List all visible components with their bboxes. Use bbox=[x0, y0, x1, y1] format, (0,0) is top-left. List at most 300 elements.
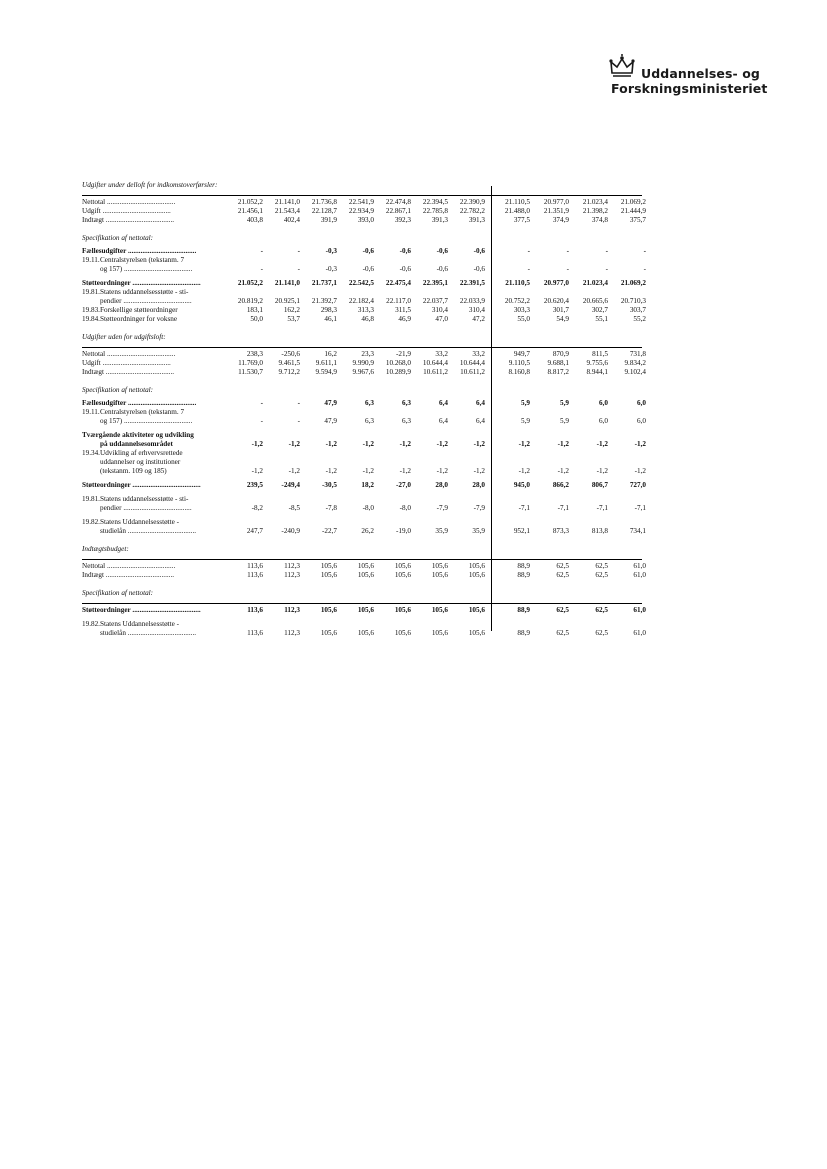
table-cell: 33,2 bbox=[435, 350, 448, 358]
table-row bbox=[82, 518, 646, 536]
table-cell: 9.461,5 bbox=[278, 359, 300, 367]
table-cell: 6,0 bbox=[637, 399, 646, 407]
table-cell: 28,0 bbox=[472, 481, 485, 489]
table-cell: 21.110,5 bbox=[505, 198, 530, 206]
table-row bbox=[82, 368, 646, 377]
table-cell: 5,9 bbox=[521, 417, 530, 425]
logo-line-2: Forskningsministeriet bbox=[611, 81, 768, 96]
rule-line bbox=[82, 195, 642, 196]
table-cell: 105,6 bbox=[357, 629, 374, 637]
account-code: 19.84. bbox=[82, 315, 100, 323]
table-cell: 61,0 bbox=[633, 606, 646, 614]
table-cell: - bbox=[527, 265, 530, 273]
table-row bbox=[82, 315, 646, 324]
table-cell: 105,6 bbox=[468, 571, 485, 579]
table-cell: 105,6 bbox=[320, 562, 337, 570]
table-cell: -30,5 bbox=[322, 481, 337, 489]
table-cell: -22,7 bbox=[322, 527, 337, 535]
table-cell: 35,9 bbox=[435, 527, 448, 535]
table-cell: - bbox=[260, 265, 263, 273]
table-cell: 9.594,9 bbox=[315, 368, 337, 376]
table-cell: 811,5 bbox=[592, 350, 608, 358]
table-cell: 22.037,7 bbox=[422, 297, 448, 305]
row-label-text: Centralstyrelsen (tekstanm. 7 bbox=[100, 408, 185, 416]
table-cell: -1,2 bbox=[325, 440, 337, 448]
table-cell: 21.023,4 bbox=[582, 279, 608, 287]
table-cell: -7,1 bbox=[596, 504, 608, 512]
row-label bbox=[82, 207, 227, 216]
table-cell: 10.644,4 bbox=[459, 359, 485, 367]
table-row bbox=[82, 606, 646, 615]
table-cell: 6,3 bbox=[402, 399, 411, 407]
table-row bbox=[82, 256, 646, 274]
table-cell: 105,6 bbox=[357, 562, 374, 570]
table-cell: 105,6 bbox=[394, 606, 411, 614]
table-cell: 21.052,2 bbox=[237, 279, 263, 287]
table-cell: -0,6 bbox=[362, 265, 374, 273]
table-cell: 6,4 bbox=[439, 399, 448, 407]
table-cell: 47,0 bbox=[435, 315, 448, 323]
table-cell: 10.611,2 bbox=[423, 368, 448, 376]
table-row bbox=[82, 408, 646, 426]
table-cell: 62,5 bbox=[556, 562, 569, 570]
row-label-text: Forskellige støtteordninger bbox=[100, 306, 178, 314]
account-code: 19.83. bbox=[82, 306, 100, 314]
section-title: Specifikation af nettotal: bbox=[82, 386, 154, 394]
table-cell: 55,1 bbox=[595, 315, 608, 323]
table-cell: -7,1 bbox=[557, 504, 569, 512]
table-cell: 88,9 bbox=[517, 606, 530, 614]
row-label-text: Statens Uddannelsesstøtte - bbox=[100, 518, 180, 526]
table-cell: - bbox=[297, 417, 300, 425]
table-cell: 6,0 bbox=[599, 417, 608, 425]
table-cell: 183,1 bbox=[246, 306, 263, 314]
table-cell: 55,2 bbox=[633, 315, 646, 323]
row-label bbox=[82, 359, 227, 368]
table-cell: 10.644,4 bbox=[422, 359, 448, 367]
table-cell: 303,7 bbox=[629, 306, 646, 314]
table-cell: 6,0 bbox=[599, 399, 608, 407]
row-label bbox=[82, 606, 227, 615]
table-row bbox=[82, 495, 646, 513]
account-code: 19.82. bbox=[82, 518, 100, 526]
row-label bbox=[82, 288, 227, 306]
table-cell: 310,4 bbox=[468, 306, 485, 314]
table-cell: -27,0 bbox=[396, 481, 411, 489]
table-cell: -1,2 bbox=[634, 440, 646, 448]
table-cell: - bbox=[527, 247, 530, 255]
table-cell: 21.052,2 bbox=[237, 198, 263, 206]
row-label-text: Nettotal bbox=[82, 562, 106, 570]
table-row bbox=[82, 562, 646, 571]
table-cell: 162,2 bbox=[283, 306, 300, 314]
row-label-text: Indtægt bbox=[82, 571, 104, 579]
row-label-text: pendier bbox=[100, 297, 122, 305]
table-cell: -1,2 bbox=[325, 467, 337, 475]
table-cell: -1,2 bbox=[557, 440, 569, 448]
row-label-text: pendier bbox=[100, 504, 122, 512]
table-cell: 9.611,1 bbox=[315, 359, 337, 367]
table-cell: -1,2 bbox=[399, 467, 411, 475]
table-cell: 55,0 bbox=[517, 315, 530, 323]
row-label bbox=[82, 256, 227, 274]
table-cell: -1,2 bbox=[362, 440, 374, 448]
table-cell: 391,9 bbox=[320, 216, 337, 224]
table-cell: 10.268,0 bbox=[385, 359, 411, 367]
table-cell: 952,1 bbox=[513, 527, 530, 535]
table-cell: 88,9 bbox=[517, 562, 530, 570]
table-cell: 20.819,2 bbox=[237, 297, 263, 305]
table-cell: - bbox=[605, 247, 608, 255]
table-cell: 33,2 bbox=[472, 350, 485, 358]
section-heading bbox=[82, 377, 642, 399]
table-cell: -250,6 bbox=[281, 350, 300, 358]
table-cell: 22.390,9 bbox=[459, 198, 485, 206]
table-cell: 22.541,9 bbox=[348, 198, 374, 206]
row-label bbox=[82, 408, 227, 426]
row-label bbox=[82, 495, 227, 513]
table-cell: 20.752,2 bbox=[504, 297, 530, 305]
table-cell: 62,5 bbox=[595, 571, 608, 579]
row-label bbox=[82, 247, 227, 256]
table-cell: 62,5 bbox=[595, 629, 608, 637]
table-cell: 28,0 bbox=[435, 481, 448, 489]
table-cell: -19,0 bbox=[396, 527, 411, 535]
row-label bbox=[82, 620, 227, 638]
table-cell: -8,5 bbox=[288, 504, 300, 512]
section-heading bbox=[82, 225, 642, 247]
table-cell: -8,0 bbox=[362, 504, 374, 512]
account-code: 19.11. bbox=[82, 408, 100, 416]
table-cell: 247,7 bbox=[246, 527, 263, 535]
table-cell: 62,5 bbox=[595, 606, 608, 614]
table-cell: 105,6 bbox=[320, 629, 337, 637]
row-label-text: og 157) bbox=[100, 417, 123, 425]
table-cell: 11.530,7 bbox=[238, 368, 263, 376]
row-label bbox=[82, 399, 227, 408]
row-label-text: Udvikling af erhvervsrettede bbox=[100, 449, 183, 457]
table-cell: -1,2 bbox=[473, 467, 485, 475]
row-label bbox=[82, 481, 227, 490]
row-label-text: Støtteordninger for voksne bbox=[100, 315, 178, 323]
table-cell: 21.736,8 bbox=[311, 198, 337, 206]
section-heading bbox=[82, 178, 642, 194]
table-cell: - bbox=[566, 247, 569, 255]
table-cell: 806,7 bbox=[591, 481, 608, 489]
table-cell: 22.782,2 bbox=[459, 207, 485, 215]
table-cell: 303,3 bbox=[513, 306, 530, 314]
table-cell: 21.141,0 bbox=[274, 279, 300, 287]
table-cell: -21,9 bbox=[396, 350, 411, 358]
table-cell: 21.069,2 bbox=[620, 198, 646, 206]
table-cell: -249,4 bbox=[281, 481, 300, 489]
table-cell: 35,9 bbox=[472, 527, 485, 535]
table-cell: 5,9 bbox=[560, 417, 569, 425]
table-cell: -1,2 bbox=[634, 467, 646, 475]
row-label-text: Statens Uddannelsesstøtte - bbox=[100, 620, 180, 628]
table-cell: 54,9 bbox=[556, 315, 569, 323]
table-cell: 6,3 bbox=[365, 399, 374, 407]
table-cell: 11.769,0 bbox=[238, 359, 263, 367]
row-label-text: Fællesudgifter bbox=[82, 247, 127, 255]
table-cell: 18,2 bbox=[361, 481, 374, 489]
table-cell: 22.394,5 bbox=[422, 198, 448, 206]
logo-line-1: Uddannelses- og bbox=[641, 66, 760, 81]
table-cell: 113,6 bbox=[247, 606, 263, 614]
table-cell: 22.395,1 bbox=[422, 279, 448, 287]
table-cell: 298,3 bbox=[320, 306, 337, 314]
row-label-text: Tværgående aktiviteter og udvikling bbox=[82, 431, 194, 439]
table-cell: 61,0 bbox=[633, 629, 646, 637]
table-cell: -7,1 bbox=[518, 504, 530, 512]
table-cell: -7,9 bbox=[436, 504, 448, 512]
table-cell: -240,9 bbox=[281, 527, 300, 535]
row-label-text: Centralstyrelsen (tekstanm. 7 bbox=[100, 256, 185, 264]
table-cell: - bbox=[260, 399, 263, 407]
table-cell: 46,1 bbox=[324, 315, 337, 323]
table-cell: 16,2 bbox=[324, 350, 337, 358]
table-cell: -1,2 bbox=[362, 467, 374, 475]
table-cell: - bbox=[643, 247, 646, 255]
row-label bbox=[82, 449, 227, 476]
table-cell: 62,5 bbox=[556, 606, 569, 614]
table-cell: - bbox=[643, 265, 646, 273]
ministry-logo bbox=[608, 53, 768, 97]
table-cell: 873,3 bbox=[552, 527, 569, 535]
table-row bbox=[82, 399, 646, 408]
table-cell: -7,9 bbox=[473, 504, 485, 512]
row-label-text: Støtteordninger bbox=[82, 279, 131, 287]
row-label-text: (tekstanm. 109 og 185) bbox=[100, 467, 167, 475]
row-label-text: Nettotal bbox=[82, 350, 106, 358]
table-cell: -1,2 bbox=[436, 440, 448, 448]
row-label-continuation bbox=[82, 467, 227, 476]
account-code: 19.11. bbox=[82, 256, 100, 264]
table-cell: 313,3 bbox=[357, 306, 374, 314]
row-label-text: Statens uddannelsesstøtte - sti- bbox=[100, 495, 189, 503]
table-cell: 6,3 bbox=[402, 417, 411, 425]
table-row bbox=[82, 620, 646, 638]
table-cell: -0,6 bbox=[436, 247, 448, 255]
section-title: Udgifter under delloft for indkomstoverførsler: bbox=[82, 181, 218, 189]
table-cell: -1,2 bbox=[518, 440, 530, 448]
table-cell: 26,2 bbox=[361, 527, 374, 535]
budget-table bbox=[82, 178, 646, 638]
table-cell: 10.289,9 bbox=[385, 368, 411, 376]
table-row bbox=[82, 207, 646, 216]
table-cell: - bbox=[260, 247, 263, 255]
table-cell: 9.834,2 bbox=[624, 359, 646, 367]
table-row bbox=[82, 247, 646, 256]
row-label-continuation bbox=[82, 440, 227, 449]
row-label bbox=[82, 216, 227, 225]
table-row bbox=[82, 449, 646, 476]
table-cell: 9.990,9 bbox=[352, 359, 374, 367]
table-cell: 310,4 bbox=[431, 306, 448, 314]
table-cell: 21.392,7 bbox=[311, 297, 337, 305]
table-cell: 61,0 bbox=[633, 571, 646, 579]
table-cell: 88,9 bbox=[517, 571, 530, 579]
table-cell: 105,6 bbox=[468, 606, 485, 614]
table-cell: 47,9 bbox=[324, 417, 337, 425]
table-cell: 20.977,0 bbox=[543, 279, 569, 287]
table-cell: 377,5 bbox=[513, 216, 530, 224]
table-cell: 20.977,0 bbox=[543, 198, 569, 206]
table-cell: -0,6 bbox=[473, 247, 485, 255]
table-cell: 22.785,8 bbox=[422, 207, 448, 215]
table-cell: 8.944,1 bbox=[586, 368, 608, 376]
table-cell: 866,2 bbox=[552, 481, 569, 489]
table-cell: 391,3 bbox=[468, 216, 485, 224]
table-cell: 46,8 bbox=[361, 315, 374, 323]
table-cell: 239,5 bbox=[246, 481, 263, 489]
table-cell: - bbox=[605, 265, 608, 273]
table-cell: 21.488,0 bbox=[504, 207, 530, 215]
table-cell: 9.688,1 bbox=[547, 359, 569, 367]
table-cell: -0,6 bbox=[473, 265, 485, 273]
row-label-continuation bbox=[82, 504, 227, 513]
table-cell: 105,6 bbox=[320, 571, 337, 579]
table-cell: 53,7 bbox=[287, 315, 300, 323]
table-cell: 112,3 bbox=[284, 606, 300, 614]
table-cell: 20.620,4 bbox=[543, 297, 569, 305]
row-label-text: Støtteordninger bbox=[82, 481, 131, 489]
row-label-continuation bbox=[82, 265, 227, 274]
table-cell: 374,9 bbox=[552, 216, 569, 224]
table-cell: 47,2 bbox=[472, 315, 485, 323]
row-label bbox=[82, 279, 227, 288]
table-row bbox=[82, 481, 646, 490]
table-cell: 105,6 bbox=[431, 606, 448, 614]
table-cell: 391,3 bbox=[431, 216, 448, 224]
table-cell: 949,7 bbox=[513, 350, 530, 358]
table-cell: 392,3 bbox=[394, 216, 411, 224]
table-cell: 813,8 bbox=[591, 527, 608, 535]
row-label-continuation bbox=[82, 629, 227, 638]
table-cell: -1,2 bbox=[596, 467, 608, 475]
table-cell: - bbox=[297, 247, 300, 255]
table-cell: 21.737,1 bbox=[311, 279, 337, 287]
table-cell: 105,6 bbox=[394, 571, 411, 579]
table-cell: 105,6 bbox=[394, 562, 411, 570]
table-cell: 105,6 bbox=[357, 571, 374, 579]
table-cell: -1,2 bbox=[436, 467, 448, 475]
table-cell: 105,6 bbox=[431, 571, 448, 579]
table-cell: -7,1 bbox=[634, 504, 646, 512]
row-label bbox=[82, 518, 227, 536]
table-cell: 46,9 bbox=[398, 315, 411, 323]
table-cell: 112,3 bbox=[284, 629, 300, 637]
table-cell: 22.867,1 bbox=[385, 207, 411, 215]
row-label-text: Udgift bbox=[82, 207, 101, 215]
table-cell: 105,6 bbox=[468, 562, 485, 570]
table-cell: 945,0 bbox=[513, 481, 530, 489]
table-cell: 62,5 bbox=[595, 562, 608, 570]
table-cell: 105,6 bbox=[320, 606, 337, 614]
row-label-text: studielån bbox=[100, 629, 126, 637]
row-label-text: uddannelser og institutioner bbox=[100, 458, 181, 466]
row-label bbox=[82, 350, 227, 359]
row-label-text: Statens uddannelsesstøtte - sti- bbox=[100, 288, 189, 296]
table-cell: 21.110,5 bbox=[505, 279, 530, 287]
table-cell: 22.391,5 bbox=[459, 279, 485, 287]
table-row bbox=[82, 306, 646, 315]
table-cell: 62,5 bbox=[556, 629, 569, 637]
table-cell: - bbox=[260, 417, 263, 425]
table-cell: -1,2 bbox=[288, 467, 300, 475]
table-cell: 21.069,2 bbox=[620, 279, 646, 287]
row-label bbox=[82, 306, 227, 315]
table-cell: -1,2 bbox=[288, 440, 300, 448]
row-label-text: Indtægt bbox=[82, 216, 104, 224]
table-cell: 6,0 bbox=[637, 417, 646, 425]
row-label-text: studielån bbox=[100, 527, 126, 535]
table-cell: 870,9 bbox=[552, 350, 569, 358]
table-cell: -0,6 bbox=[436, 265, 448, 273]
table-cell: 238,3 bbox=[246, 350, 263, 358]
table-cell: -0,3 bbox=[325, 265, 337, 273]
section-title: Udgifter uden for udgiftsloft: bbox=[82, 333, 166, 341]
table-cell: -1,2 bbox=[557, 467, 569, 475]
table-cell: 302,7 bbox=[591, 306, 608, 314]
table-cell: 112,3 bbox=[284, 571, 300, 579]
row-label-text: Udgift bbox=[82, 359, 101, 367]
table-cell: - bbox=[297, 265, 300, 273]
table-cell: -0,6 bbox=[362, 247, 374, 255]
table-cell: 21.141,0 bbox=[274, 198, 300, 206]
table-cell: - bbox=[297, 399, 300, 407]
table-cell: 105,6 bbox=[431, 562, 448, 570]
table-row bbox=[82, 571, 646, 580]
row-label bbox=[82, 431, 227, 449]
table-cell: -0,3 bbox=[325, 247, 337, 255]
row-label-text: Støtteordninger bbox=[82, 606, 131, 614]
table-cell: 9.102,4 bbox=[624, 368, 646, 376]
table-cell: 113,6 bbox=[247, 571, 263, 579]
table-cell: 22.182,4 bbox=[348, 297, 374, 305]
table-cell: -8,0 bbox=[399, 504, 411, 512]
section-heading bbox=[82, 536, 642, 558]
table-cell: 22.542,5 bbox=[348, 279, 374, 287]
table-cell: 402,4 bbox=[283, 216, 300, 224]
table-cell: 22.474,8 bbox=[385, 198, 411, 206]
table-cell: 20.710,3 bbox=[620, 297, 646, 305]
table-cell: 105,6 bbox=[468, 629, 485, 637]
row-label-continuation bbox=[82, 297, 227, 306]
crown-icon bbox=[608, 53, 636, 81]
table-cell: 22.117,0 bbox=[386, 297, 411, 305]
table-cell: -0,6 bbox=[399, 247, 411, 255]
table-cell: 22.128,7 bbox=[311, 207, 337, 215]
section-title: Specifikation af nettotal: bbox=[82, 589, 154, 597]
table-row bbox=[82, 216, 646, 225]
table-cell: 734,1 bbox=[629, 527, 646, 535]
rule-line bbox=[82, 347, 642, 348]
table-cell: -1,2 bbox=[518, 467, 530, 475]
table-cell: 6,4 bbox=[439, 417, 448, 425]
row-label bbox=[82, 315, 227, 324]
row-label-text: og 157) bbox=[100, 265, 123, 273]
section-title: Specifikation af nettotal: bbox=[82, 234, 154, 242]
table-cell: 105,6 bbox=[357, 606, 374, 614]
table-cell: 9.110,5 bbox=[508, 359, 530, 367]
table-cell: -1,2 bbox=[251, 440, 263, 448]
table-cell: -1,2 bbox=[596, 440, 608, 448]
table-cell: 8.817,2 bbox=[547, 368, 569, 376]
table-cell: 311,5 bbox=[395, 306, 411, 314]
table-cell: 403,8 bbox=[246, 216, 263, 224]
table-cell: 8.160,8 bbox=[508, 368, 530, 376]
